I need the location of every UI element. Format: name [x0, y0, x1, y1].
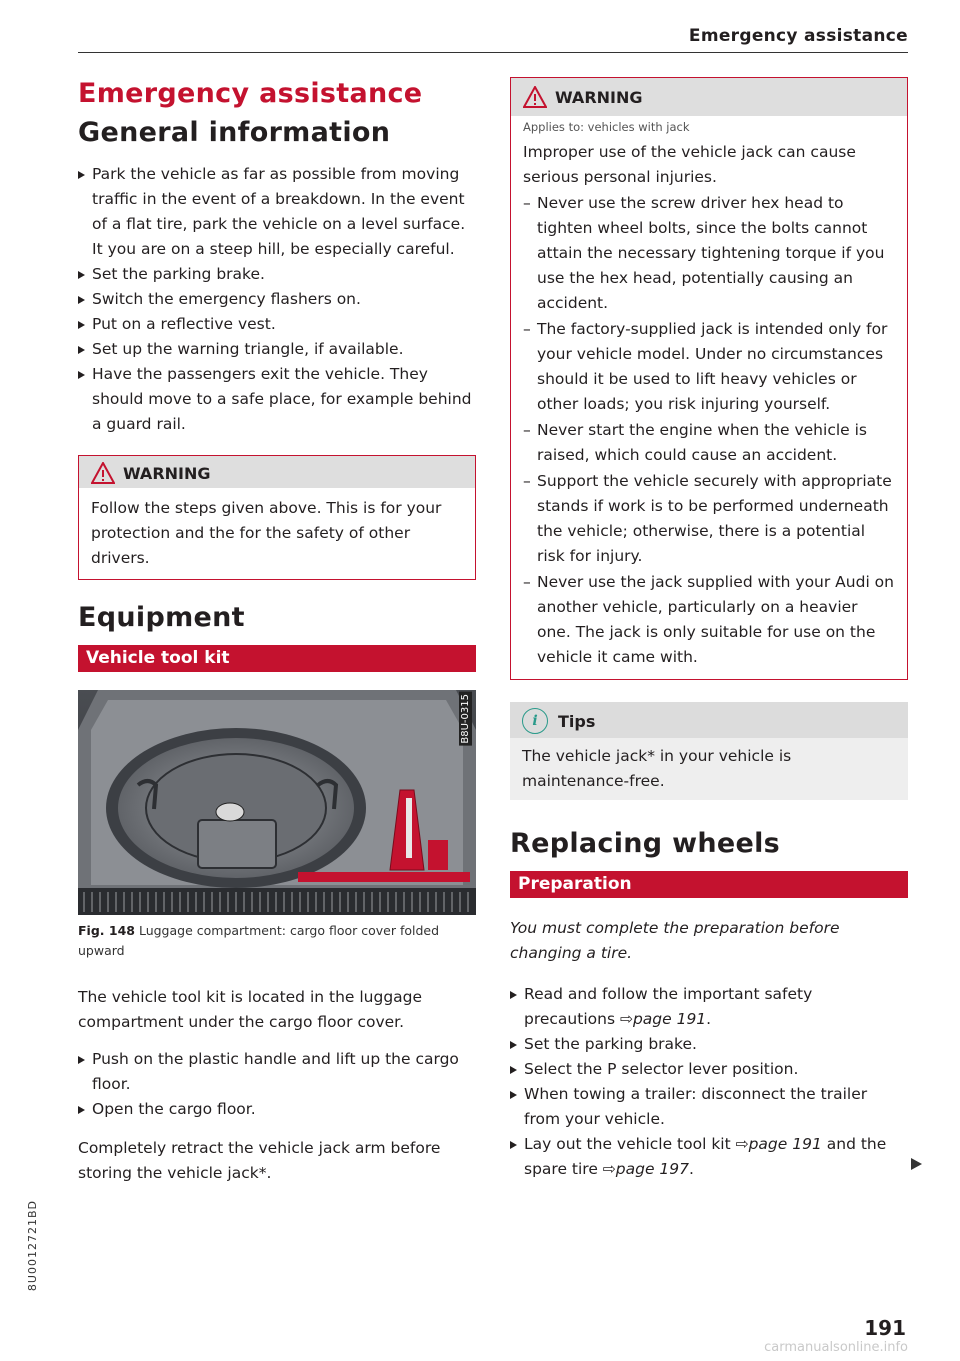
warning-triangle-icon: [523, 86, 547, 108]
list-item: – Support the vehicle securely with appropriate stands if work is to be performed underneath the vehicle; otherwise, there is a potential risk for injury.: [523, 469, 895, 569]
preparation-bar: Preparation: [510, 871, 908, 898]
list-item: Put on a reflective vest.: [78, 312, 476, 337]
watermark: carmanualsonline.info: [764, 1340, 908, 1355]
luggage-compartment-illustration: [78, 690, 476, 915]
list-item: Open the cargo floor.: [78, 1097, 476, 1122]
list-item: Set the parking brake.: [78, 262, 476, 287]
warning-header: [511, 78, 907, 116]
left-column: [78, 72, 476, 1186]
step-text: and the spare tire: [524, 1135, 887, 1178]
vehicle-tool-kit-bar: Vehicle tool kit: [78, 645, 476, 672]
luggage-compartment-figure: [78, 690, 476, 915]
right-column: [510, 77, 908, 1182]
general-information-heading: General information: [78, 117, 391, 148]
figure-label: Fig. 148: [78, 923, 135, 938]
warning-label: WARNING: [123, 463, 211, 483]
list-item: Switch the emergency flashers on.: [78, 287, 476, 312]
warning-intro: Improper use of the vehicle jack can cause serious personal injuries.: [523, 143, 856, 186]
tips-text: The vehicle jack* in your vehicle is maintenance-free.: [522, 747, 792, 790]
info-icon: i: [522, 708, 548, 734]
continue-arrow-icon: [911, 1158, 922, 1170]
page-reference-link[interactable]: ⇨page 191: [619, 1010, 707, 1028]
step-text: Lay out the vehicle tool kit: [524, 1135, 736, 1153]
jack-warning-box: [510, 77, 908, 680]
preparation-intro: You must complete the preparation before changing a tire.: [510, 919, 840, 962]
figure-caption: [78, 921, 476, 961]
warning-header: [79, 456, 475, 488]
page-number: 191: [864, 1316, 906, 1340]
figure-caption-text: Luggage compartment: cargo floor cover folded upward: [78, 923, 440, 958]
warning-text: Follow the steps given above. This is for your protection and the for the safety of other drivers.: [91, 499, 442, 567]
equipment-heading: Equipment: [78, 602, 245, 633]
list-item: – Never use the screw driver hex head to tighten wheel bolts, since the bolts cannot attain the necessary tightening torque if you use the hex head, potentially causing an accident.: [523, 191, 895, 316]
list-item: Park the vehicle as far as possible from moving traffic in the event of a breakdown. In the event of a flat tire, park the vehicle on a level surface. It you are on a steep hill, be especially careful.: [78, 162, 476, 262]
warning-triangle-icon: [91, 462, 115, 484]
tips-box: [510, 702, 908, 800]
preparation-steps-list: [510, 982, 908, 1182]
tips-body: [510, 738, 908, 800]
figure-id: B8U-0315: [460, 694, 471, 744]
warning-box: [78, 455, 476, 580]
tool-kit-paragraph: The vehicle tool kit is located in the luggage compartment under the cargo floor cover.: [78, 988, 423, 1031]
general-steps-list: [78, 162, 476, 437]
header-rule: [78, 52, 908, 53]
list-item: [510, 982, 908, 1032]
step-text: .: [689, 1160, 694, 1178]
document-code: 8U0012721BD: [26, 1200, 39, 1292]
warning-body: [511, 116, 907, 679]
list-item: When towing a trailer: disconnect the trailer from your vehicle.: [510, 1082, 908, 1132]
running-head: Emergency assistance: [688, 26, 908, 46]
tips-label: Tips: [558, 711, 596, 731]
list-item: Set up the warning triangle, if available.: [78, 337, 476, 362]
warning-body: [79, 488, 475, 579]
tool-kit-steps-list: [78, 1047, 476, 1122]
list-item: – Never use the jack supplied with your Audi on another vehicle, particularly on a heavier one. The jack is only suitable for use on the vehicle it came with.: [523, 570, 895, 670]
list-item: [510, 1132, 908, 1182]
tips-header: [510, 702, 908, 738]
list-item: – Never start the engine when the vehicle is raised, which could cause an accident.: [523, 418, 895, 468]
list-item: Set the parking brake.: [510, 1032, 908, 1057]
list-item: Select the P selector lever position.: [510, 1057, 908, 1082]
step-text: Read and follow the important safety precautions: [524, 985, 813, 1028]
section-title: Emergency assistance: [78, 78, 423, 109]
jack-retract-paragraph: Completely retract the vehicle jack arm before storing the vehicle jack*.: [78, 1139, 441, 1182]
list-item: – The factory-supplied jack is intended only for your vehicle model. Under no circumstances should it be used to lift heavy vehicles or other loads; you risk injuring yourself.: [523, 317, 895, 417]
warning-label: WARNING: [555, 87, 643, 107]
replacing-wheels-heading: Replacing wheels: [510, 828, 781, 859]
list-item: Have the passengers exit the vehicle. They should move to a safe place, for example behind a guard rail.: [78, 362, 476, 437]
list-item: Push on the plastic handle and lift up the cargo floor.: [78, 1047, 476, 1097]
applies-to-note: Applies to: vehicles with jack: [523, 120, 690, 134]
step-text: .: [706, 1010, 712, 1028]
warning-dash-list: [523, 191, 895, 670]
page-reference-link[interactable]: ⇨page 197: [602, 1160, 690, 1178]
page-reference-link[interactable]: ⇨page 191: [735, 1135, 822, 1153]
